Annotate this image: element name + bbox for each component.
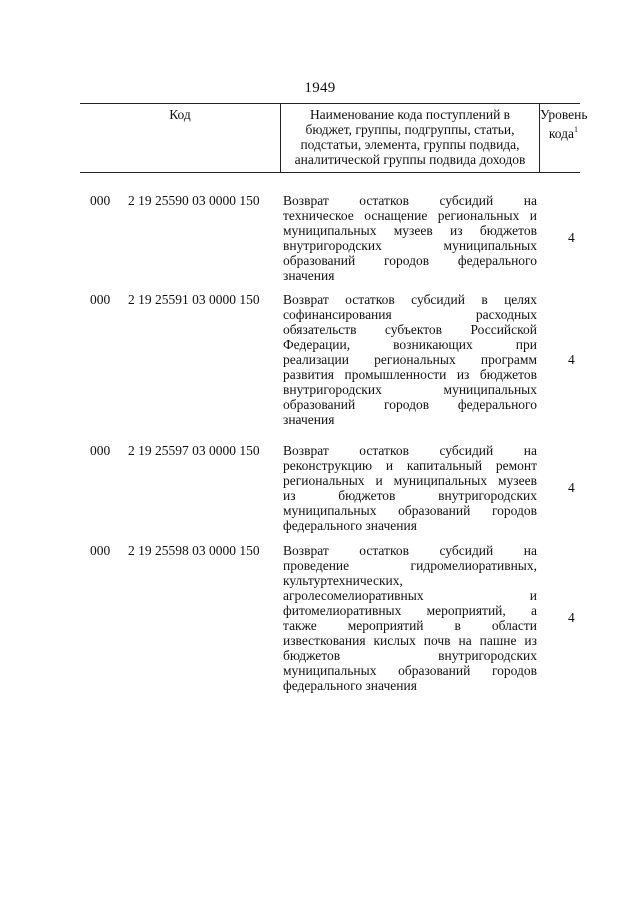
row-code: 2 19 25591 03 0000 150 bbox=[128, 292, 260, 307]
description-line: муниципальных образований городов bbox=[283, 503, 537, 518]
header-level-label: Уровень bbox=[540, 107, 588, 122]
description-line: Возврат остатков субсидий на bbox=[283, 543, 537, 558]
row-prefix: 000 bbox=[90, 292, 111, 307]
description-line: Возврат остатков субсидий на bbox=[283, 443, 537, 458]
row-description bbox=[283, 193, 537, 283]
description-line: значения bbox=[283, 268, 335, 283]
description-line: муниципальных образований городов bbox=[283, 663, 537, 678]
description-line: реализации региональных программ bbox=[283, 352, 537, 367]
table-header bbox=[80, 103, 588, 173]
table-row bbox=[80, 443, 580, 533]
description-line: из бюджетов внутригородских bbox=[283, 488, 537, 503]
description-line: Возврат остатков субсидий в целях bbox=[283, 292, 537, 307]
row-level: 4 bbox=[568, 480, 575, 495]
description-line: образований городов федерального bbox=[283, 397, 537, 412]
description-line: обязательств субъектов Российской bbox=[283, 322, 537, 337]
description-line: значения bbox=[283, 412, 335, 427]
row-level: 4 bbox=[568, 230, 575, 245]
description-line: проведение гидромелиоративных, bbox=[283, 558, 537, 573]
description-line: софинансирования расходных bbox=[283, 307, 537, 322]
row-code: 2 19 25597 03 0000 150 bbox=[128, 443, 260, 458]
description-line: техническое оснащение региональных и bbox=[283, 208, 537, 223]
header-name-line: Наименование кода поступлений в bbox=[309, 107, 511, 122]
table-row bbox=[80, 292, 580, 427]
table-row bbox=[80, 193, 580, 283]
footnote-marker: 1 bbox=[574, 125, 578, 134]
row-level: 4 bbox=[568, 352, 575, 367]
description-line: Возврат остатков субсидий на bbox=[283, 193, 537, 208]
row-code: 2 19 25598 03 0000 150 bbox=[128, 543, 260, 558]
header-name bbox=[280, 104, 540, 172]
description-line: известкования кислых почв на пашне из bbox=[283, 633, 537, 648]
row-prefix: 000 bbox=[90, 443, 111, 458]
header-name-line: подстатьи, элемента, группы подвида, bbox=[300, 137, 520, 152]
description-line: развития промышленности из бюджетов bbox=[283, 367, 537, 382]
row-prefix: 000 bbox=[90, 543, 111, 558]
description-line: федерального значения bbox=[283, 678, 417, 693]
row-description bbox=[283, 292, 537, 427]
row-code: 2 19 25590 03 0000 150 bbox=[128, 193, 260, 208]
header-name-line: бюджет, группы, подгруппы, статьи, bbox=[305, 122, 515, 137]
description-line: внутригородских муниципальных bbox=[283, 238, 537, 253]
page-number: 1949 bbox=[304, 80, 336, 96]
header-name-line: аналитической группы подвида доходов bbox=[294, 152, 526, 167]
header-code-label: Код bbox=[169, 107, 191, 122]
row-prefix: 000 bbox=[90, 193, 111, 208]
header-level-label-2: кода bbox=[548, 126, 574, 141]
header-code bbox=[80, 104, 280, 172]
description-line: также мероприятий в области bbox=[283, 618, 537, 633]
row-level: 4 bbox=[568, 610, 575, 625]
description-line: региональных и муниципальных музеев bbox=[283, 473, 537, 488]
description-line: агролесомелиоративных и bbox=[283, 588, 537, 603]
description-line: муниципальных музеев из бюджетов bbox=[283, 223, 537, 238]
description-line: фитомелиоративных мероприятий, а bbox=[283, 603, 537, 618]
description-line: бюджетов внутригородских bbox=[283, 648, 537, 663]
description-line: Федерации, возникающих при bbox=[283, 337, 537, 352]
description-line: культуртехнических, bbox=[283, 573, 403, 588]
header-level bbox=[540, 104, 588, 172]
description-line: реконструкцию и капитальный ремонт bbox=[283, 458, 537, 473]
row-description bbox=[283, 543, 537, 693]
description-line: внутригородских муниципальных bbox=[283, 382, 537, 397]
row-description bbox=[283, 443, 537, 533]
description-line: образований городов федерального bbox=[283, 253, 537, 268]
description-line: федерального значения bbox=[283, 518, 417, 533]
table-row bbox=[80, 543, 580, 693]
